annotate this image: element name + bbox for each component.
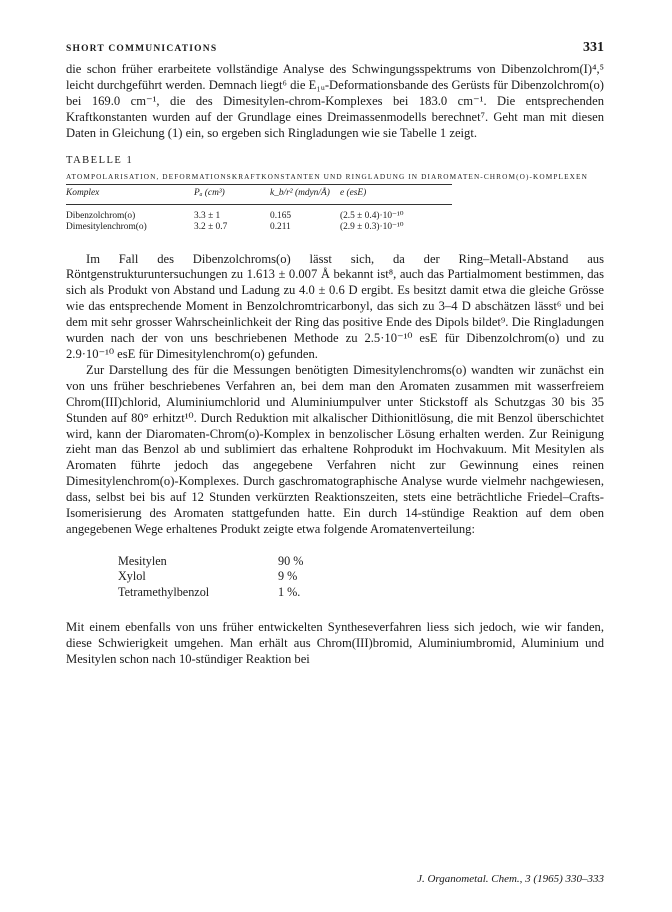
page-number: 331 [583, 40, 604, 55]
cell: (2.9 ± 0.3)·10⁻¹⁰ [340, 221, 404, 232]
cell: 0.165 [270, 210, 292, 221]
component-value: 1 %. [278, 584, 301, 599]
list-item [118, 585, 604, 601]
cell: (2.5 ± 0.4)·10⁻¹⁰ [340, 210, 404, 221]
cell: 3.3 ± 1 [194, 210, 221, 221]
header-pa: Pₐ (cm³) [194, 187, 225, 198]
table-row [66, 211, 452, 222]
paragraph-2: Im Fall des Dibenzolchroms(o) lässt sich, da der Ring–Metall-Abstand aus Röntgenstrukturuntersuchungen zu 1.613 ± 0.007 Å bekannt ist⁸, auch das Partialmoment bestimmen, das sich als Produkt von Abstand und Ladung zu 4.0 ± 0.6 D ergibt. Es besitzt damit etwa die gleiche Grösse wie das entsprechende Moment in Benzolchromtricarbonyl, das sich zu 3–4 D abschätzen lässt⁶ und bei dem mit sehr grosser Wahrscheinlichkeit der Ring das positive Ende des Dipols bildet⁹. Die Ringladungen wurden nach der von uns beschriebenen Methode zu 2.5·10⁻¹⁰ esE für Dibenzolchrom(o) und zu 2.9·10⁻¹⁰ esE für Dimesitylenchrom(o) gefunden. [66, 251, 604, 361]
cell: 0.211 [270, 221, 291, 232]
component-value: 9 % [278, 569, 298, 584]
table-title: TABELLE 1 [66, 154, 134, 166]
paragraph-1: die schon früher erarbeitete vollständige Analyse des Schwingungsspektrums von Dibenzolchrom(I)⁴,⁵ leicht durchgeführt werden. Demnach liegt⁶ die E₁ᵤ-Deformationsbande des Gerüsts für Dibenzolchrom(o) bei 169.0 cm⁻¹, die des Dimesitylen-chrom-Komplexes bei 183.0 cm⁻¹. Die entsprechenden Kraftkonstanten wurden auf der Grundlage eines Dreimassenmodells berechnet⁷. Geht man mit diesen Daten in Gleichung (1) ein, so ergeben sich Ringladungen wie sie Tabelle 1 zeigt. [66, 62, 604, 140]
section-title: SHORT COMMUNICATIONS [66, 44, 218, 54]
header-e: e (esE) [340, 187, 367, 198]
table-header-row [66, 185, 452, 204]
list-item [118, 554, 604, 570]
component-value: 90 % [278, 553, 304, 568]
component-name: Tetramethylbenzol [118, 584, 210, 599]
table-caption: ATOMPOLARISATION, DEFORMATIONSKRAFTKONSTANTEN UND RINGLADUNG IN DIAROMATEN-CHROM(O)-KOMPLEXEN [66, 171, 588, 181]
component-name: Xylol [118, 569, 146, 584]
table-row [66, 222, 452, 233]
header-komplex: Komplex [66, 187, 100, 198]
list-item [118, 569, 604, 585]
header-kb: k_b/r² (mdyn/Å) [270, 187, 330, 198]
data-table-body [66, 205, 452, 233]
journal-citation: J. Organometal. Chem., 3 (1965) 330–333 [417, 873, 604, 885]
composition-list [118, 554, 604, 601]
component-name: Mesitylen [118, 553, 167, 568]
page [66, 40, 604, 885]
paragraph-4: Mit einem ebenfalls von uns früher entwickelten Syntheseverfahren liess sich jedoch, wie wir fanden, diese Schwierigkeit umgehen. Man erhält aus Chrom(III)bromid, Aluminiumbromid, Aluminium und Mesitylen schon nach 10-stündiger Reaktion bei [66, 620, 604, 667]
cell: Dimesitylenchrom(o) [66, 221, 147, 232]
cell: Dibenzolchrom(o) [66, 210, 136, 221]
cell: 3.2 ± 0.7 [194, 221, 228, 232]
paragraph-3: Zur Darstellung des für die Messungen benötigten Dimesitylenchroms(o) wandten wir zunächst ein von uns früher beschriebenes Verfahren an, bei dem man den Aromaten zusammen mit wasserfreiem Chrom(III)chlorid, Aluminiumchlorid und Aluminiumpulver unter Stickstoff als Schutzgas 30 bis 35 Stunden auf 80° erhitzt¹⁰. Durch Reduktion mit alkalischer Dithionitlösung, die mit Benzol überschichtet wird, kann der Diaromaten-Chrom(o)-Komplex in benzolischer Lösung erhalten werden. Zur Reinigung zieht man das Benzol ab und sublimiert das erhaltene Rohprodukt im Hochvakuum. Mit Mesitylen als Aromaten führte jedoch das angegebene Verfahren nicht zur Gewinnung eines reinen Dimesitylenchrom(o)-Komplexes. Durch gaschromatographische Analyse wurde vielmehr nachgewiesen, dass, selbst bei bis auf 12 Stunden verkürzten Reaktionszeiten, stets eine beträchtliche Friedel–Crafts-Isomerisierung des Aromaten stattgefunden hatte. Ein durch 14-stündige Reaktion auf dem oben angegebenen Wege erhaltenes Produkt zeigte etwa folgende Aromatenverteilung: [66, 362, 604, 536]
running-header [66, 40, 604, 62]
data-table [66, 185, 452, 204]
